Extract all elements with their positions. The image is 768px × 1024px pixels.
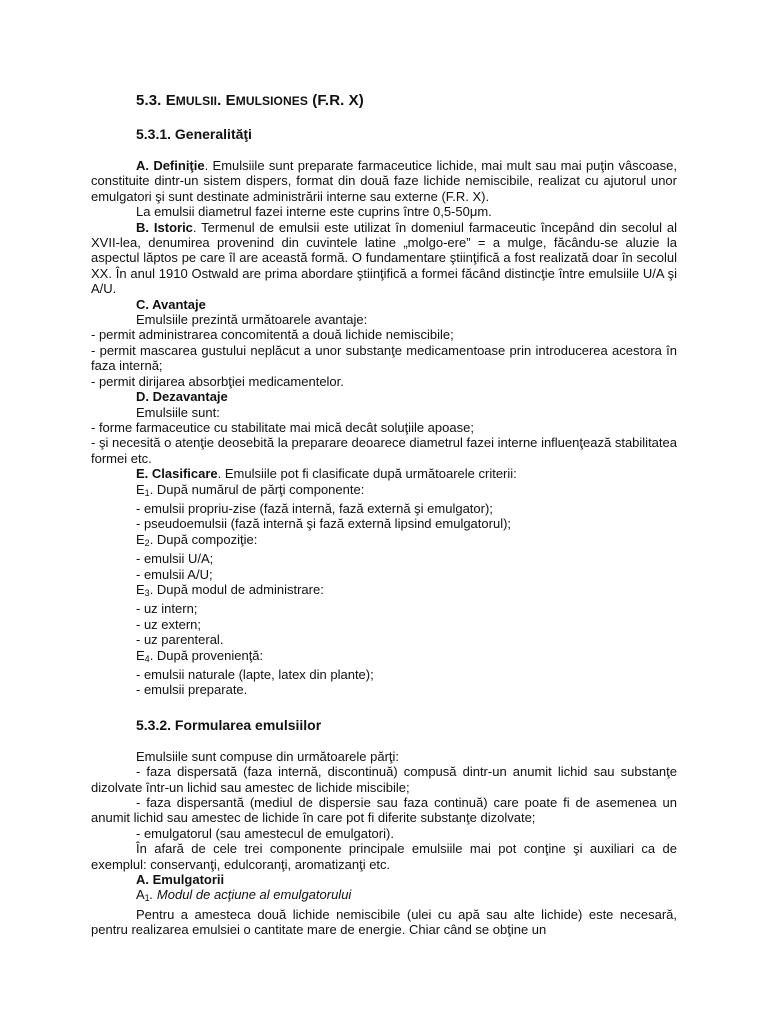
clasificare-text: . Emulsiile pot fi clasificate după următoarele criterii: [217,466,517,482]
list-item: - uz extern; [136,616,202,632]
list-item: - emulsii propriu-zise (fază internă, fază externă şi emulgator); [136,500,493,516]
chapter-title [136,92,677,109]
subsection-title: . Modul de acţiune al emulgatorului [149,887,352,903]
list-item: - emulsii U/A; [136,551,214,567]
list-item: - faza dispersantă (mediul de dispersie sau faza continuă) care poate fi de asemenea un anumit lichid sau amestec de lichide în care pot fi diferite substanţe dizolvate; [91,795,677,826]
paragraph-diameter: La emulsii diametrul fazei interne este cuprins între 0,5-50μm. [136,204,492,220]
title-word2-initial: E [225,92,236,109]
list-item: - permit administrarea concomitentă a două lichide nemiscibile; [91,327,454,343]
list-item: - permit mascarea gustului neplăcut a unor substanţe medicamentoase prin introducerea acestora în faza internă; [91,342,677,374]
criterion-letter: E [136,581,145,597]
criterion-text: . După numărul de părţi componente: [149,481,365,497]
istoric-label: B. Istoric [136,219,193,235]
dezavantaje-label [91,389,677,404]
title-tail: (F.R. X) [307,92,364,109]
title-word2-rest: MULSIONES [235,94,308,108]
title-word1-rest: MULSII [175,94,218,108]
subsection-letter: A [136,887,145,903]
criterion-e4 [91,648,677,667]
paragraph-final: Pentru a amesteca două lichide nemiscibile (ulei cu apă sau alte lichide) este necesară, pentru realizarea emulsiei o cantitate mare de energie. Chiar când se obţine un [91,906,677,938]
subsection-subscript: 1 [144,893,150,904]
clasificare-label: E. Clasificare [136,466,218,482]
list-item: - uz intern; [136,601,198,617]
subsection-a1 [91,887,677,906]
title-word1-initial: E [165,92,176,109]
list-item: - forme farmaceutice cu stabilitate mai mică decât soluţiile apoase; [91,419,474,435]
list-item: - pseudoemulsii (fază internă şi fază externă lipsind emulgatorul); [136,516,512,532]
definitie-label: A. Definiţie [136,158,205,173]
list-item: - emulsii naturale (lapte, latex din plante); [136,667,374,682]
list-item: - emulgatorul (sau amestecul de emulgatori). [136,825,394,841]
criterion-e1 [91,482,677,501]
criterion-text: . După compoziţie: [149,531,258,547]
list-item: - permit dirijarea absorbţiei medicamentelor. [91,373,344,389]
avantaje-heading: C. Avantaje [136,296,206,312]
formulare-intro: Emulsiile sunt compuse din următoarele părţi: [136,748,400,764]
criterion-letter: E [136,481,145,497]
criterion-subscript: 3 [144,587,150,598]
criterion-text: . După modul de administrare: [149,581,324,597]
criterion-text: . După provenienţă: [149,647,264,663]
avantaje-intro: Emulsiile prezintă următoarele avantaje: [136,312,368,328]
list-item: - uz parenteral. [136,632,224,648]
avantaje-label [91,297,677,312]
criterion-subscript: 2 [144,537,150,548]
criterion-e2 [91,532,677,551]
list-item: - emulsii preparate. [136,682,248,698]
dezavantaje-heading: D. Dezavantaje [136,389,228,405]
emulgatori-label [91,872,677,887]
paragraph-clasificare [91,466,677,481]
criterion-subscript: 4 [144,653,150,664]
istoric-text: . Termenul de emulsii este utilizat în domeniul farmaceutic începând din secolul al XVII-lea, denumirea provenind din cuvintele latine „molgo-ere” = a mulge, făcându-se aluzie la aspectul lăptos pe care îl are această formă. O fundamentare ştiinţifică a fost realizată doar în secolul XX. În anul 1910 Ostwald are prima abordare ştiinţifică a formei făcând distincţie între emulsiile U/A şi A/U. [91,219,677,297]
criterion-e3 [91,582,677,601]
paragraph-definitie [91,158,677,204]
criterion-letter: E [136,647,145,663]
list-item: - faza dispersată (faza internă, discontinuă) compusă dintr-un anumit lichid sau substanţe dizolvate într-un lichid sau amestec de lichide miscibile; [91,764,677,795]
list-item: - şi necesită o atenţie deosebită la preparare deoarece diametrul fazei interne influenţează stabilitatea formei etc. [91,435,677,466]
definitie-text: . Emulsiile sunt preparate farmaceutice lichide, mai mult sau mai puţin vâscoase, constituite dintr-un sistem dispers, format din două faze lichide nemiscibile, realizat cu ajutorul unor emulgatori şi sunt destinate administrării interne sau externe (F.R. X). [91,158,677,204]
title-number: 5.3. [136,92,166,109]
document-page [91,92,677,938]
title-separator: . [217,92,226,109]
criterion-letter: E [136,531,145,547]
list-item: - emulsii A/U; [136,566,213,582]
criterion-subscript: 1 [144,487,150,498]
emulgatori-heading: A. Emulgatorii [136,872,225,888]
paragraph-istoric [91,220,677,297]
section-heading-formularea: 5.3.2. Formularea emulsiilor [136,716,322,733]
paragraph-auxiliari: În afară de cele trei componente principale emulsiile mai pot conţine şi auxiliari ca de exemplul: conservanţi, edulcoranţi, aromatizanţi etc. [91,841,677,872]
dezavantaje-intro: Emulsiile sunt: [136,404,220,420]
section-heading-generalitati: 5.3.1. Generalităţi [136,126,252,142]
